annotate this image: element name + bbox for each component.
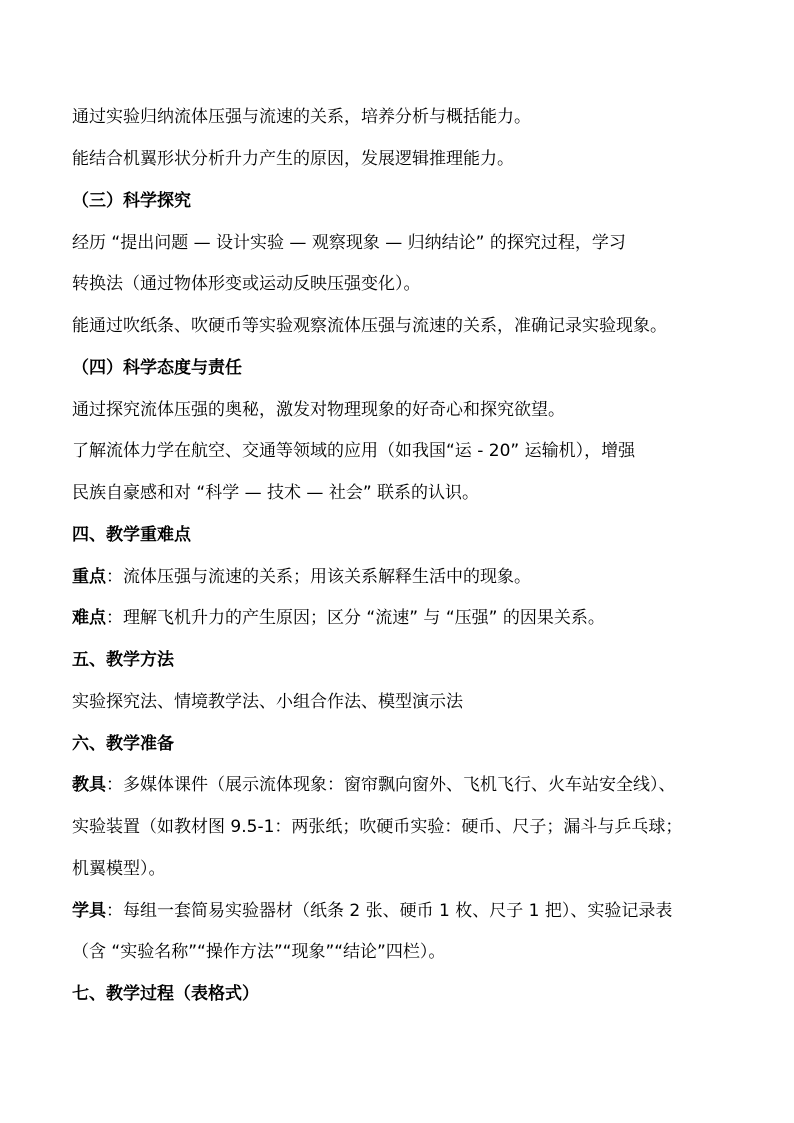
key-point-label: 重点 bbox=[72, 567, 106, 587]
difficulty-label: 难点 bbox=[72, 608, 106, 628]
section-heading-process: 七、教学过程（表格式） bbox=[72, 984, 259, 1004]
objective-line-2: 能结合机翼形状分析升力产生的原因，发展逻辑推理能力。 bbox=[72, 149, 514, 169]
difficulty-line bbox=[72, 606, 605, 630]
attitude-line-2: 了解流体力学在航空、交通等领域的应用（如我国“运 - 20” 运输机），增强 bbox=[72, 441, 636, 461]
section-heading-key-points: 四、教学重难点 bbox=[72, 525, 191, 545]
inquiry-line-2: 转换法（通过物体形变或运动反映压强变化）。 bbox=[72, 274, 421, 294]
methods-line: 实验探究法、情境教学法、小组合作法、模型演示法 bbox=[72, 692, 463, 712]
objective-line-1: 通过实验归纳流体压强与流速的关系，培养分析与概括能力。 bbox=[72, 107, 531, 127]
section-heading-inquiry: （三）科学探究 bbox=[72, 191, 191, 211]
inquiry-line-3: 能通过吹纸条、吹硬币等实验观察流体压强与流速的关系，准确记录实验现象。 bbox=[72, 316, 667, 336]
teaching-aids-line-2: 实验装置（如教材图 9.5-1：两张纸；吹硬币实验：硬币、尺子；漏斗与乒乓球； bbox=[72, 817, 683, 837]
section-heading-methods: 五、教学方法 bbox=[72, 650, 174, 670]
inquiry-line-1: 经历 “提出问题 — 设计实验 — 观察现象 — 归纳结论” 的探究过程，学习 bbox=[72, 233, 626, 253]
teaching-aids-line-3: 机翼模型）。 bbox=[72, 859, 166, 879]
teaching-aids-text: ：多媒体课件（展示流体现象：窗帘飘向窗外、飞机飞行、火车站安全线）、 bbox=[106, 775, 676, 795]
key-point-line bbox=[72, 565, 531, 589]
teaching-aids-label: 教具 bbox=[72, 775, 106, 795]
attitude-line-1: 通过探究流体压强的奥秘，激发对物理现象的好奇心和探究欲望。 bbox=[72, 400, 565, 420]
key-point-text: ：流体压强与流速的关系；用该关系解释生活中的现象。 bbox=[106, 567, 531, 587]
teaching-aids-line bbox=[72, 773, 676, 797]
student-materials-line bbox=[72, 899, 672, 923]
student-materials-text: ：每组一套简易实验器材（纸条 2 张、硬币 1 枚、尺子 1 把）、实验记录表 bbox=[106, 901, 673, 921]
section-heading-attitude: （四）科学态度与责任 bbox=[72, 358, 242, 378]
section-heading-preparation: 六、教学准备 bbox=[72, 734, 174, 754]
student-materials-label: 学具 bbox=[72, 901, 106, 921]
attitude-line-3: 民族自豪感和对 “科学 — 技术 — 社会” 联系的认识。 bbox=[72, 483, 480, 503]
difficulty-text: ：理解飞机升力的产生原因；区分 “流速” 与 “压强” 的因果关系。 bbox=[106, 608, 605, 628]
student-materials-line-2: （含 “实验名称”“操作方法”“现象”“结论”四栏）。 bbox=[72, 942, 446, 962]
